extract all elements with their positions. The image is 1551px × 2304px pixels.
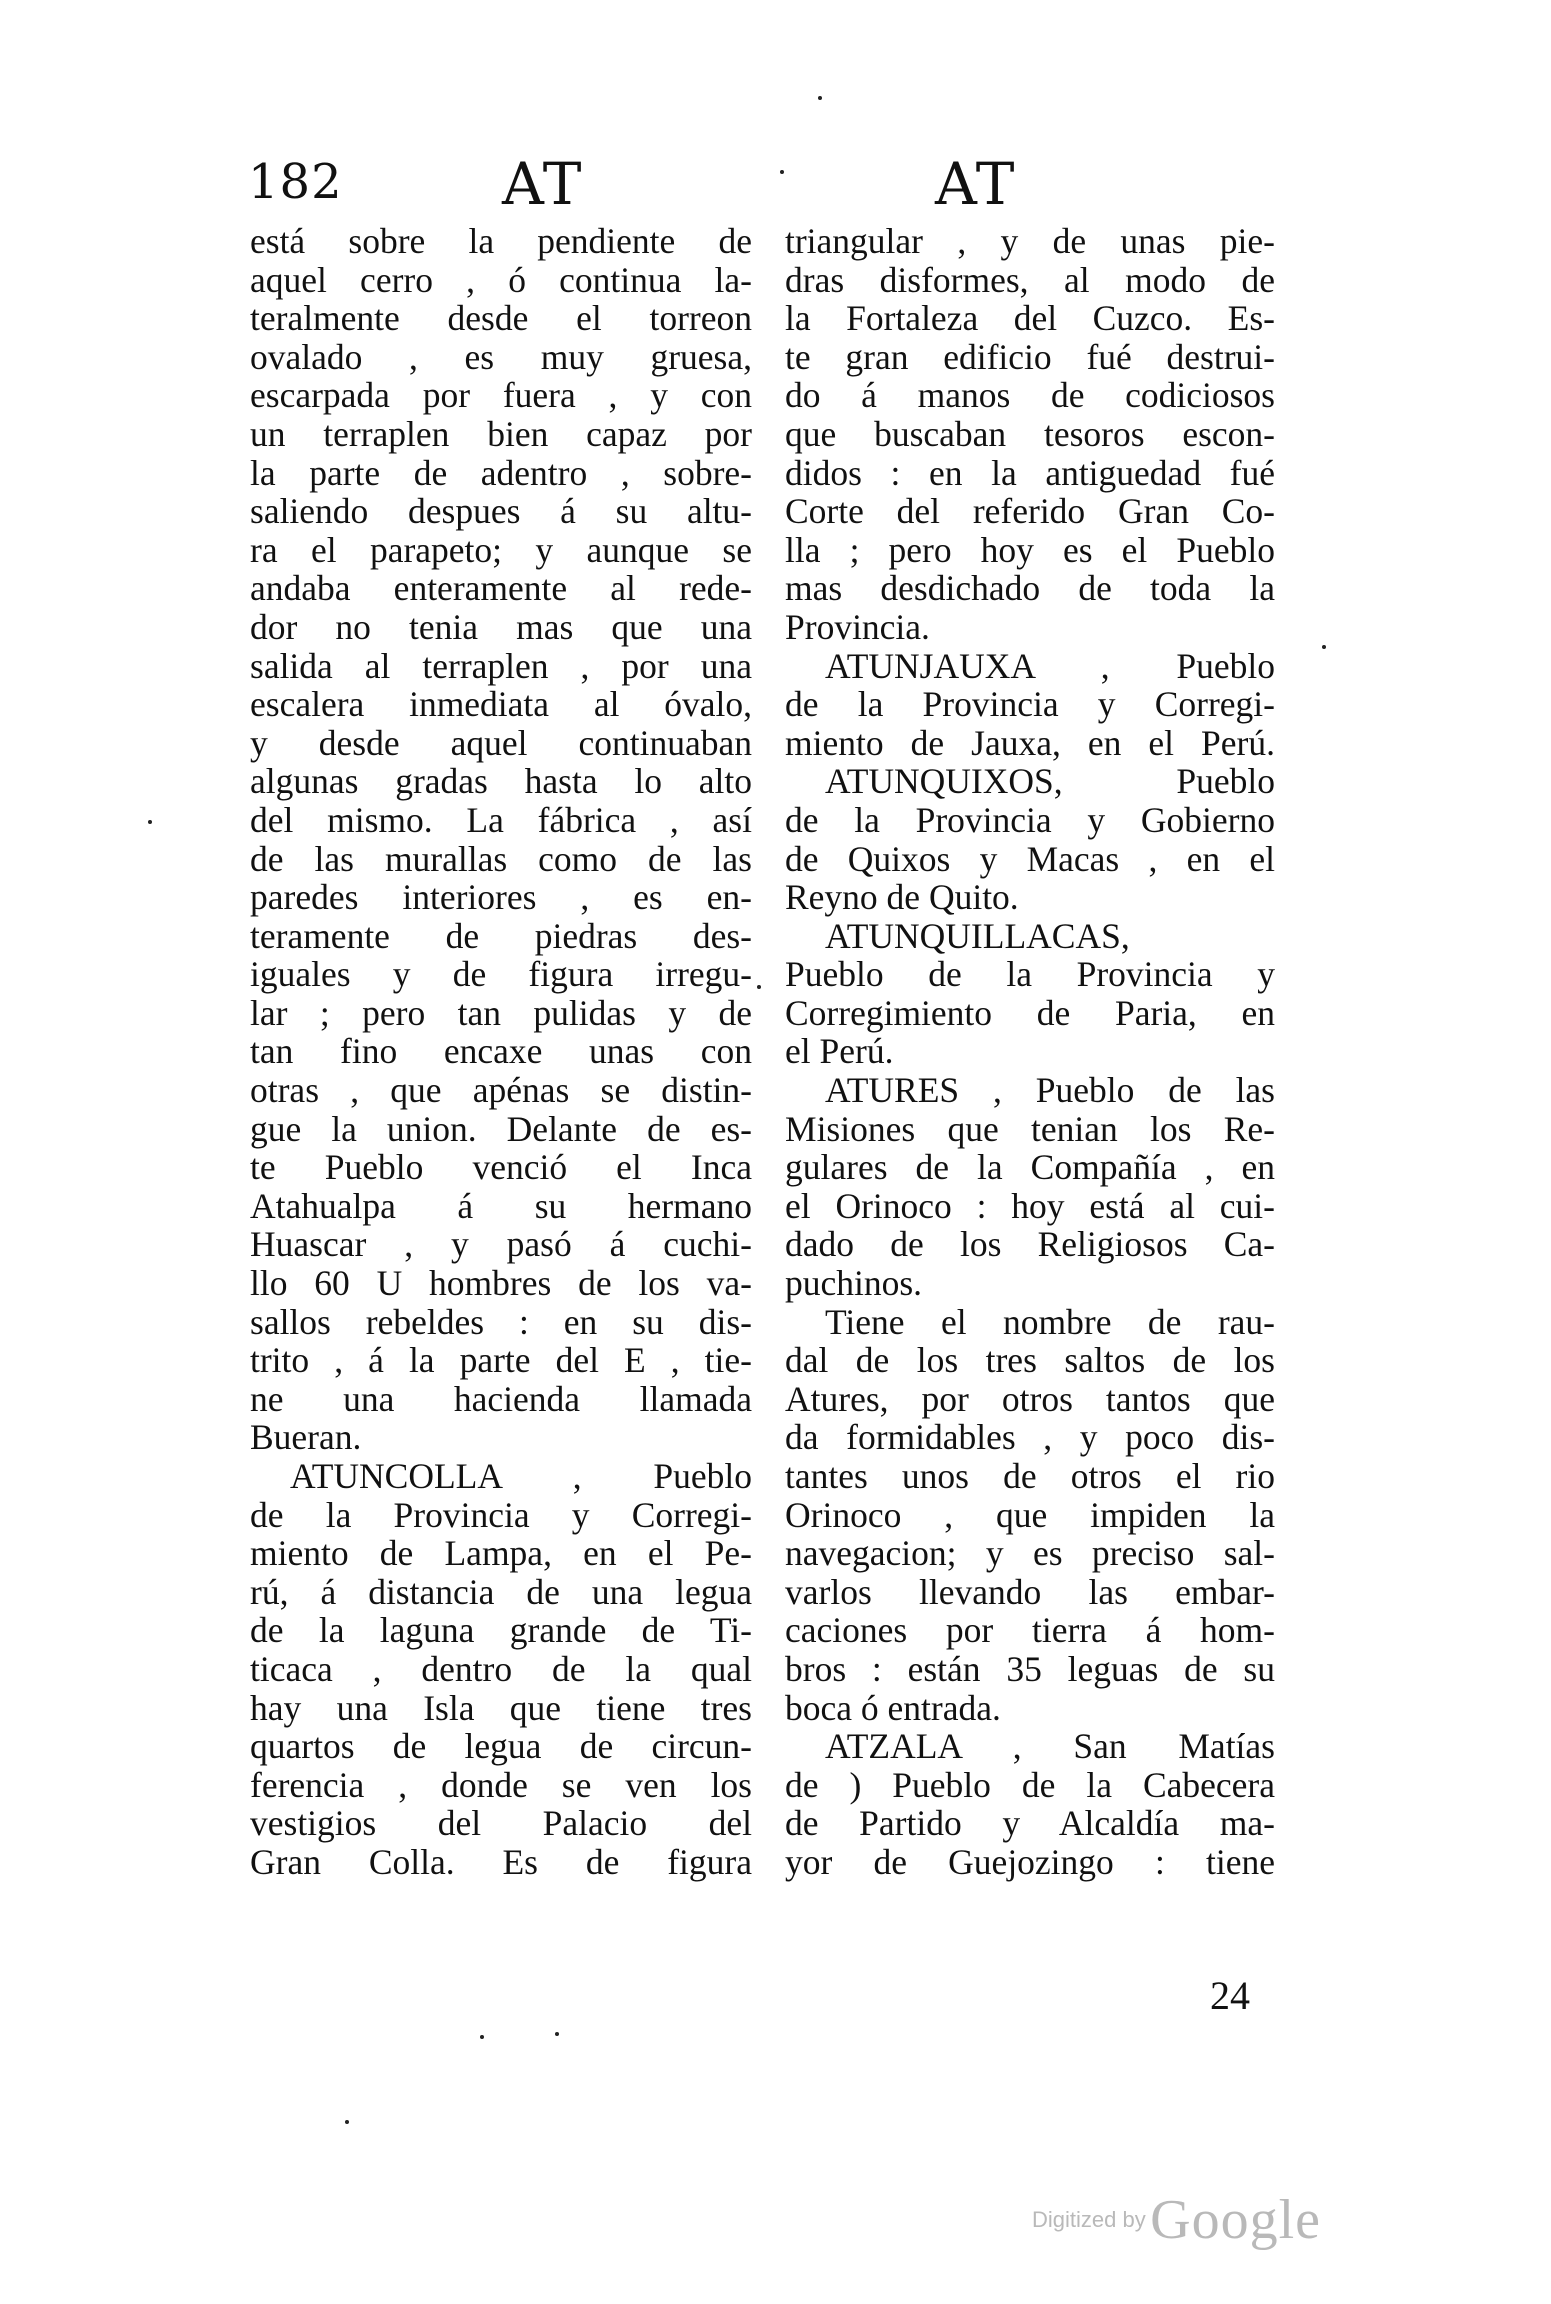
ink-speck <box>148 820 152 824</box>
ink-speck <box>480 2035 484 2039</box>
text-line: ovalado , es muy gruesa, <box>250 336 752 377</box>
text-line: Gran Colla. Es de figura <box>250 1841 752 1882</box>
watermark-brand: Google <box>1150 2189 1322 2251</box>
text-line: de la Provincia y Corregi- <box>785 684 1275 725</box>
text-line: un terraplen bien capaz por <box>250 413 752 454</box>
text-line: llo 60 U hombres de los va- <box>250 1263 752 1304</box>
text-line: salida al terraplen , por una <box>250 645 752 686</box>
entry-heading-line: ATURES , Pueblo de las <box>825 1070 1275 1111</box>
text-line: de Quixos y Macas , en el <box>785 838 1275 879</box>
right-column-heading: AT <box>935 150 1017 218</box>
text-line: Corte del referido Gran Co- <box>785 491 1275 532</box>
ink-speck <box>818 96 822 100</box>
text-line: Misiones que tenian los Re- <box>785 1108 1275 1149</box>
text-line: de la Provincia y Gobierno <box>785 799 1275 840</box>
text-line: ferencia , donde se ven los <box>250 1764 752 1805</box>
text-line: sallos rebeldes : en su dis- <box>250 1301 752 1342</box>
text-line: puchinos. <box>785 1263 923 1304</box>
text-line: mas desdichado de toda la <box>785 568 1275 609</box>
text-line: de la Provincia y Corregi- <box>250 1494 752 1535</box>
text-line: dor no tenia mas que una <box>250 606 752 647</box>
text-line: que buscaban tesoros escon- <box>785 413 1275 454</box>
text-line: miento de Jauxa, en el Perú. <box>785 722 1275 763</box>
text-line: el Perú. <box>785 1031 894 1072</box>
text-line: caciones por tierra á hom- <box>785 1610 1275 1651</box>
text-line: y desde aquel continuaban <box>250 722 752 763</box>
text-line: navegacion; y es preciso sal- <box>785 1533 1275 1574</box>
entry-heading-line: ATUNQUIXOS, Pueblo <box>825 761 1275 802</box>
entry-heading-line: ATUNJAUXA , Pueblo <box>825 645 1275 686</box>
text-line: escarpada por fuera , y con <box>250 375 752 416</box>
text-line: el Orinoco : hoy está al cui- <box>785 1185 1275 1226</box>
text-line: Atahualpa á su hermano <box>250 1185 752 1226</box>
text-line: tan fino encaxe unas con <box>250 1031 752 1072</box>
signature-mark: 24 <box>1210 1973 1250 2018</box>
entry-heading-line: ATUNCOLLA , Pueblo <box>290 1456 752 1496</box>
entry-heading-line: ATZALA , San Matías <box>825 1726 1275 1767</box>
text-line: lar ; pero tan pulidas y de <box>250 992 752 1033</box>
text-line: escalera inmediata al óvalo, <box>250 684 752 725</box>
text-line: boca ó entrada. <box>785 1687 1001 1728</box>
text-line: gue la union. Delante de es- <box>250 1108 752 1149</box>
text-line: te Pueblo venció el Inca <box>250 1147 752 1188</box>
text-line: hay una Isla que tiene tres <box>250 1687 752 1728</box>
text-line: lla ; pero hoy es el Pueblo <box>785 529 1275 570</box>
left-column-heading: AT <box>502 150 584 218</box>
text-line: dal de los tres saltos de los <box>785 1340 1275 1381</box>
page-number: 182 <box>248 154 343 210</box>
text-line: trito , á la parte del E , tie- <box>250 1340 752 1381</box>
entry-heading-line: ATUNQUILLACAS, <box>825 915 1130 956</box>
left-text-column <box>250 222 752 1882</box>
ink-speck <box>555 2032 559 2036</box>
text-line: Provincia. <box>785 606 930 647</box>
text-line: Reyno de Quito. <box>785 877 1019 918</box>
text-line: aquel cerro , ó continua la- <box>250 259 752 300</box>
text-line: está sobre la pendiente de <box>250 221 752 261</box>
text-line: Bueran. <box>250 1417 362 1458</box>
text-line: del mismo. La fábrica , así <box>250 799 752 840</box>
digitized-watermark <box>1032 2188 1321 2252</box>
text-line: iguales y de figura irregu- <box>250 954 752 995</box>
text-line: de ) Pueblo de la Cabecera <box>785 1764 1275 1805</box>
text-line: de las murallas como de las <box>250 838 752 879</box>
text-line: vestigios del Palacio del <box>250 1803 752 1844</box>
text-line: rú, á distancia de una legua <box>250 1571 752 1612</box>
text-line: do á manos de codiciosos <box>785 375 1275 416</box>
text-line: otras , que apénas se distin- <box>250 1070 752 1111</box>
text-line: teralmente desde el torreon <box>250 298 752 339</box>
ink-speck <box>345 2120 349 2124</box>
text-line: Atures, por otros tantos que <box>785 1378 1275 1419</box>
running-header <box>0 150 1551 220</box>
text-line: varlos llevando las embar- <box>785 1571 1275 1612</box>
text-line: da formidables , y poco dis- <box>785 1417 1275 1458</box>
text-line: teramente de piedras des- <box>250 915 752 956</box>
text-line: algunas gradas hasta lo alto <box>250 761 752 802</box>
text-line: Huascar , y pasó á cuchi- <box>250 1224 752 1265</box>
ink-speck <box>1322 645 1326 649</box>
text-line: la Fortaleza del Cuzco. Es- <box>785 298 1275 339</box>
text-line: de la laguna grande de Ti- <box>250 1610 752 1651</box>
text-line: triangular , y de unas pie- <box>785 221 1275 261</box>
text-line: quartos de legua de circun- <box>250 1726 752 1767</box>
text-line: miento de Lampa, en el Pe- <box>250 1533 752 1574</box>
text-line: Corregimiento de Paria, en <box>785 992 1275 1033</box>
text-line: andaba enteramente al rede- <box>250 568 752 609</box>
text-line: tantes unos de otros el rio <box>785 1456 1275 1496</box>
text-line: Tiene el nombre de rau- <box>825 1301 1275 1342</box>
text-line: ra el parapeto; y aunque se <box>250 529 752 570</box>
text-line: paredes interiores , es en- <box>250 877 752 918</box>
text-line: dras disformes, al modo de <box>785 259 1275 300</box>
right-text-column <box>785 222 1275 1882</box>
text-line: Pueblo de la Provincia y <box>785 954 1275 995</box>
text-line: ne una hacienda llamada <box>250 1378 752 1419</box>
text-line: didos : en la antiguedad fué <box>785 452 1275 493</box>
text-line: bros : están 35 leguas de su <box>785 1648 1275 1689</box>
text-line: saliendo despues á su altu- <box>250 491 752 532</box>
text-line: dado de los Religiosos Ca- <box>785 1224 1275 1265</box>
text-line: gulares de la Compañía , en <box>785 1147 1275 1188</box>
watermark-prefix: Digitized by <box>1032 2207 1146 2232</box>
ink-speck <box>757 985 761 989</box>
text-line: de Partido y Alcaldía ma- <box>785 1803 1275 1844</box>
text-line: ticaca , dentro de la qual <box>250 1648 752 1689</box>
text-line: te gran edificio fué destrui- <box>785 336 1275 377</box>
text-line: la parte de adentro , sobre- <box>250 452 752 493</box>
ink-speck <box>780 170 784 174</box>
text-line: Orinoco , que impiden la <box>785 1494 1275 1535</box>
text-line: yor de Guejozingo : tiene <box>785 1841 1275 1882</box>
